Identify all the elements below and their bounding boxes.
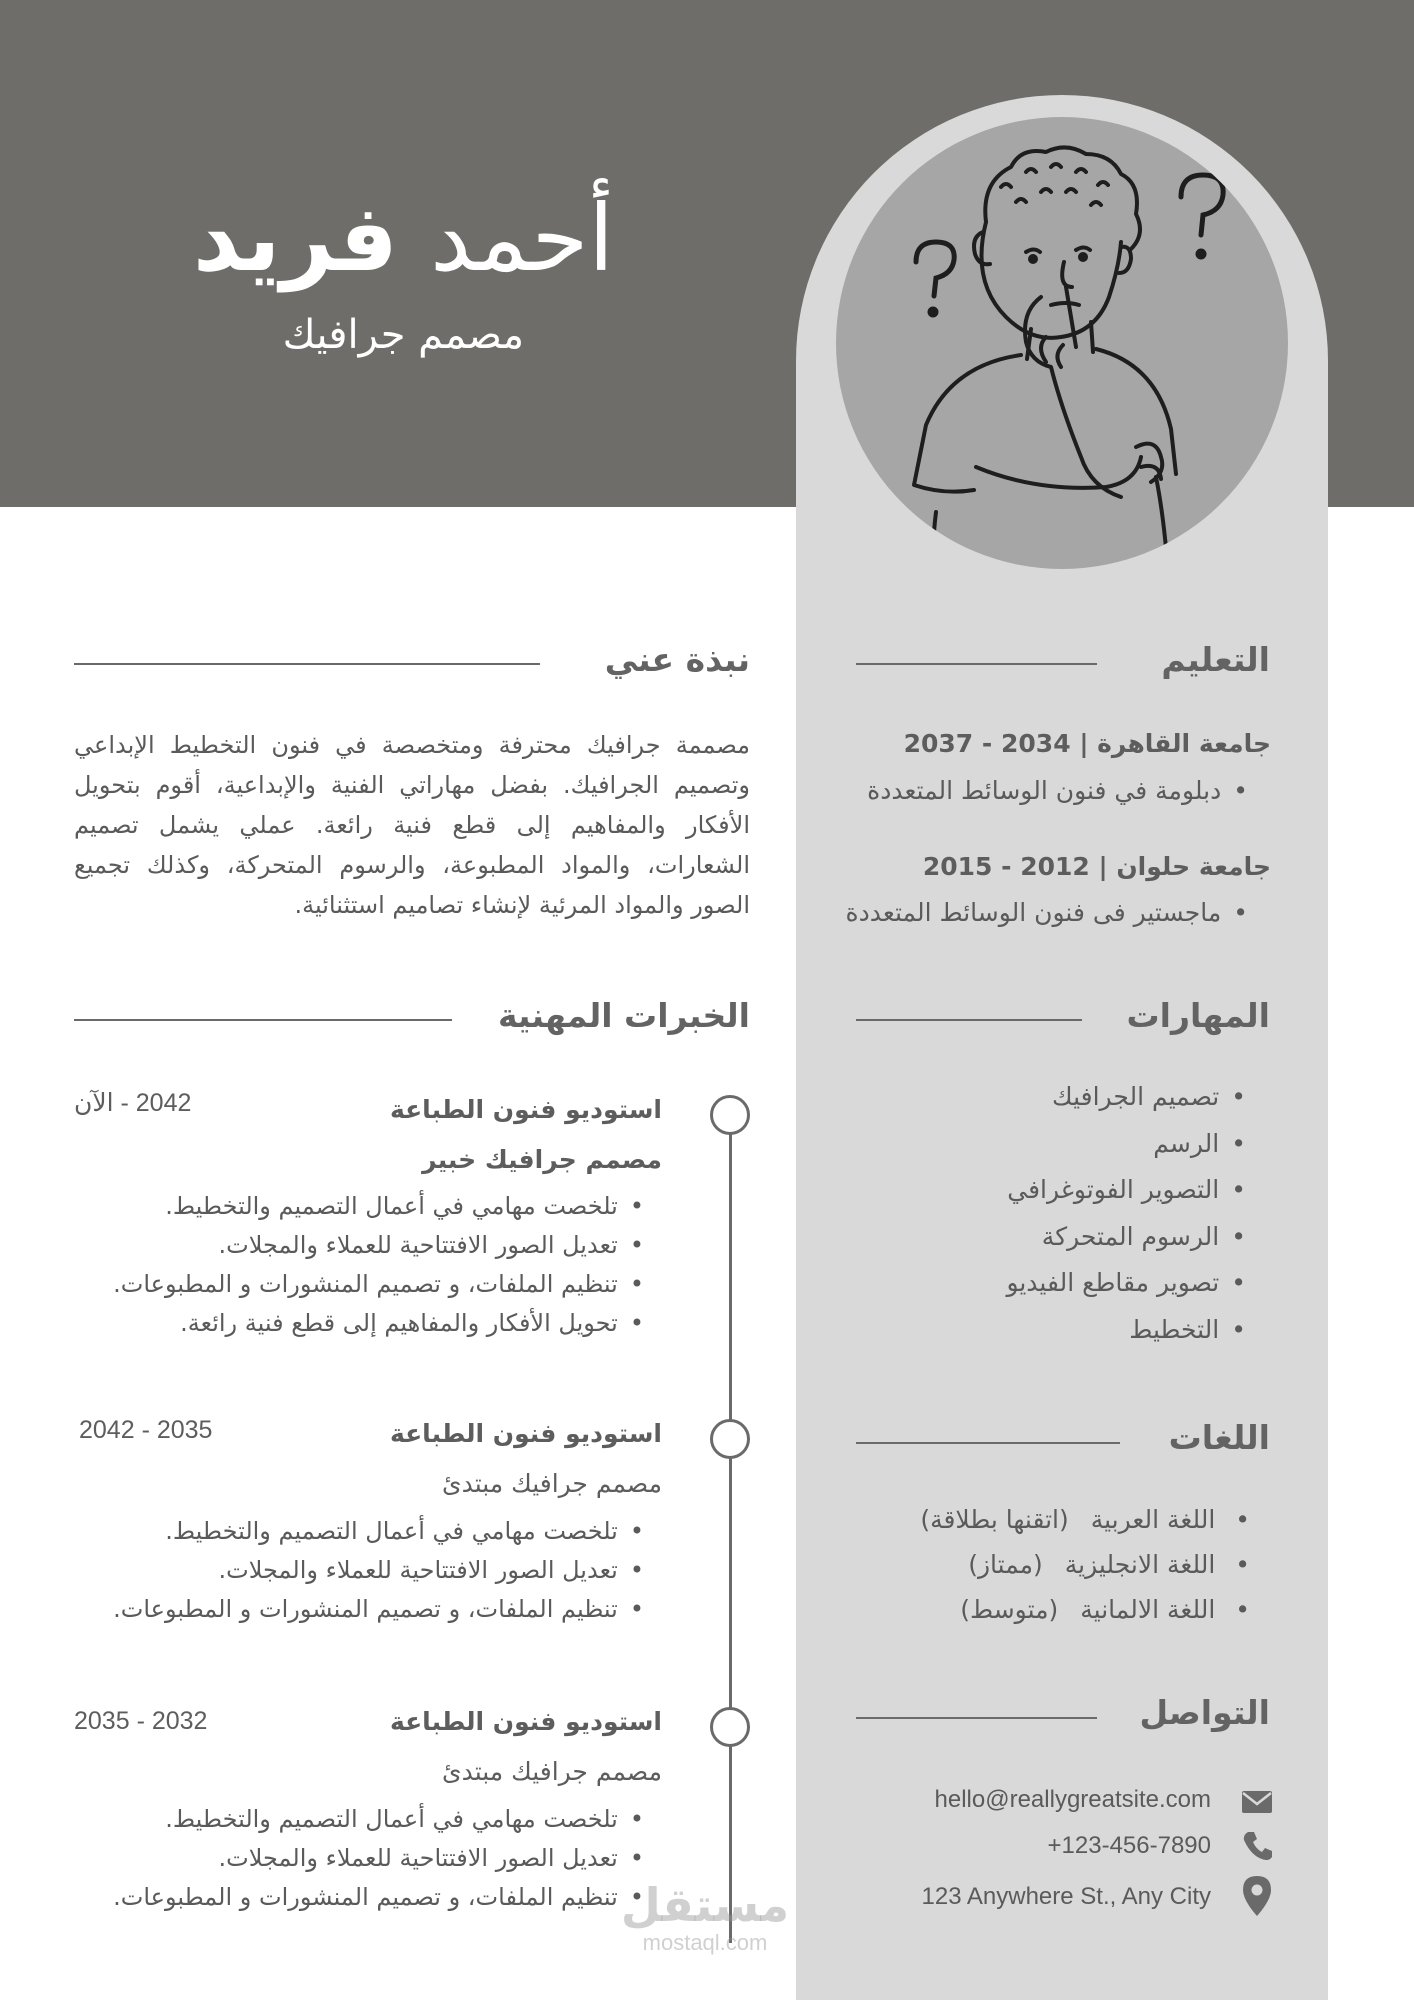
first-name: أحمد [430, 185, 614, 292]
about-rule [74, 663, 540, 665]
contact-address: 123 Anywhere St., Any City [921, 1883, 1211, 1910]
education-item-head: جامعة حلوان | 2012 - 2015 [922, 852, 1271, 881]
skill-item: • الرسم [1006, 1129, 1246, 1176]
duty-item: • تعديل الصور الافتتاحية للعملاء والمجلات. [113, 1844, 644, 1883]
timeline-line [729, 1113, 732, 1943]
about-title: نبذة عني [604, 640, 750, 679]
language-level: (اتقنها بطلاقة) [920, 1505, 1069, 1534]
job-duties [113, 1192, 644, 1348]
watermark [620, 1880, 790, 1956]
duty-item: • تلخصت مهامي في أعمال التصميم والتخطيط. [113, 1517, 644, 1556]
language-item [920, 1550, 1250, 1595]
duty-item: • تحويل الأفكار والمفاهيم إلى قطع فنية رائعة. [113, 1309, 644, 1348]
duty-item: • تلخصت مهامي في أعمال التصميم والتخطيط. [113, 1805, 644, 1844]
language-name: اللغة الانجليزية [1064, 1550, 1216, 1579]
timeline-dot [710, 1419, 750, 1459]
profile-photo [836, 117, 1288, 569]
education-item-detail: • دبلومة في فنون الوسائط المتعددة [867, 776, 1248, 805]
language-item [920, 1595, 1250, 1640]
job-duties [113, 1517, 644, 1634]
job-company: استوديو فنون الطباعة [389, 1707, 662, 1736]
experience-rule [74, 1019, 452, 1021]
person-name [193, 185, 614, 292]
languages-title: اللغات [1168, 1418, 1270, 1457]
watermark-logo: مستقل [620, 1878, 790, 1932]
skills-rule [856, 1019, 1082, 1021]
skill-item: • التصوير الفوتوغرافي [1006, 1175, 1246, 1222]
language-level: (ممتاز) [968, 1550, 1043, 1579]
job-date: 2042 - الآن [74, 1089, 192, 1117]
contact-phone[interactable]: +123-456-7890 [1047, 1832, 1211, 1859]
skills-title: المهارات [1126, 996, 1270, 1035]
language-item [920, 1505, 1250, 1550]
duty-item: • تعديل الصور الافتتاحية للعملاء والمجلات. [113, 1231, 644, 1270]
phone-icon [1242, 1830, 1272, 1860]
about-text: مصممة جرافيك محترفة ومتخصصة في فنون التخطيط الإبداعي وتصميم الجرافيك. بفضل مهاراتي الفنية والإبداعية، أقوم بتحويل الأفكار والمفاهيم إلى قطع فنية رائعة. عملي يشمل تصميم الشعارات، والمواد المطبوعة، والرسوم المتحركة، وكذلك تجميع الصور والمواد المرئية لإنشاء تصاميم استثنائية. [74, 731, 750, 919]
education-rule [856, 663, 1097, 665]
job-role: مصمم جرافيك مبتدئ [442, 1757, 662, 1786]
job-company: استوديو فنون الطباعة [389, 1095, 662, 1124]
job-duties [113, 1805, 644, 1922]
job-role: مصمم جرافيك مبتدئ [442, 1469, 662, 1498]
skill-item: • الرسوم المتحركة [1006, 1222, 1246, 1269]
location-pin-icon [1243, 1876, 1271, 1916]
education-title: التعليم [1161, 640, 1270, 679]
duty-item: • تنظيم الملفات، و تصميم المنشورات و المطبوعات. [113, 1595, 644, 1634]
experience-title: الخبرات المهنية [497, 996, 750, 1035]
contact-title: التواصل [1139, 1693, 1270, 1732]
watermark-url: mostaql.com [642, 1930, 768, 1955]
skill-item: • تصوير مقاطع الفيديو [1006, 1268, 1246, 1315]
contact-email[interactable]: hello@reallygreatsite.com [934, 1786, 1211, 1813]
skill-item: • تصميم الجرافيك [1006, 1082, 1246, 1129]
job-title: مصمم جرافيك [282, 312, 524, 358]
job-date: 2035 - 2042 [79, 1416, 213, 1444]
job-date: 2032 - 2035 [74, 1707, 208, 1735]
last-name: فريد [192, 185, 399, 292]
timeline-dot [710, 1707, 750, 1747]
thinking-man-illustration [836, 117, 1288, 569]
contact-rule [856, 1717, 1097, 1719]
duty-item: • تعديل الصور الافتتاحية للعملاء والمجلات. [113, 1556, 644, 1595]
skill-item: • التخطيط [1006, 1315, 1246, 1362]
duty-item: • تنظيم الملفات، و تصميم المنشورات و المطبوعات. [113, 1270, 644, 1309]
languages-rule [856, 1442, 1120, 1444]
duty-item: • تنظيم الملفات، و تصميم المنشورات و المطبوعات. [113, 1883, 644, 1922]
timeline-dot [710, 1095, 750, 1135]
skills-list [1006, 1082, 1246, 1361]
job-company: استوديو فنون الطباعة [389, 1419, 662, 1448]
education-item-detail: • ماجستير فى فنون الوسائط المتعددة [846, 898, 1248, 927]
education-item-head: جامعة القاهرة | 2034 - 2037 [903, 729, 1271, 758]
language-name: اللغة العربية [1090, 1505, 1216, 1534]
language-level: (متوسط) [960, 1595, 1059, 1624]
envelope-icon [1242, 1791, 1272, 1813]
job-role: مصمم جرافيك خبير [422, 1145, 662, 1174]
duty-item: • تلخصت مهامي في أعمال التصميم والتخطيط. [113, 1192, 644, 1231]
language-name: اللغة الالمانية [1080, 1595, 1216, 1624]
languages-list [920, 1505, 1250, 1640]
